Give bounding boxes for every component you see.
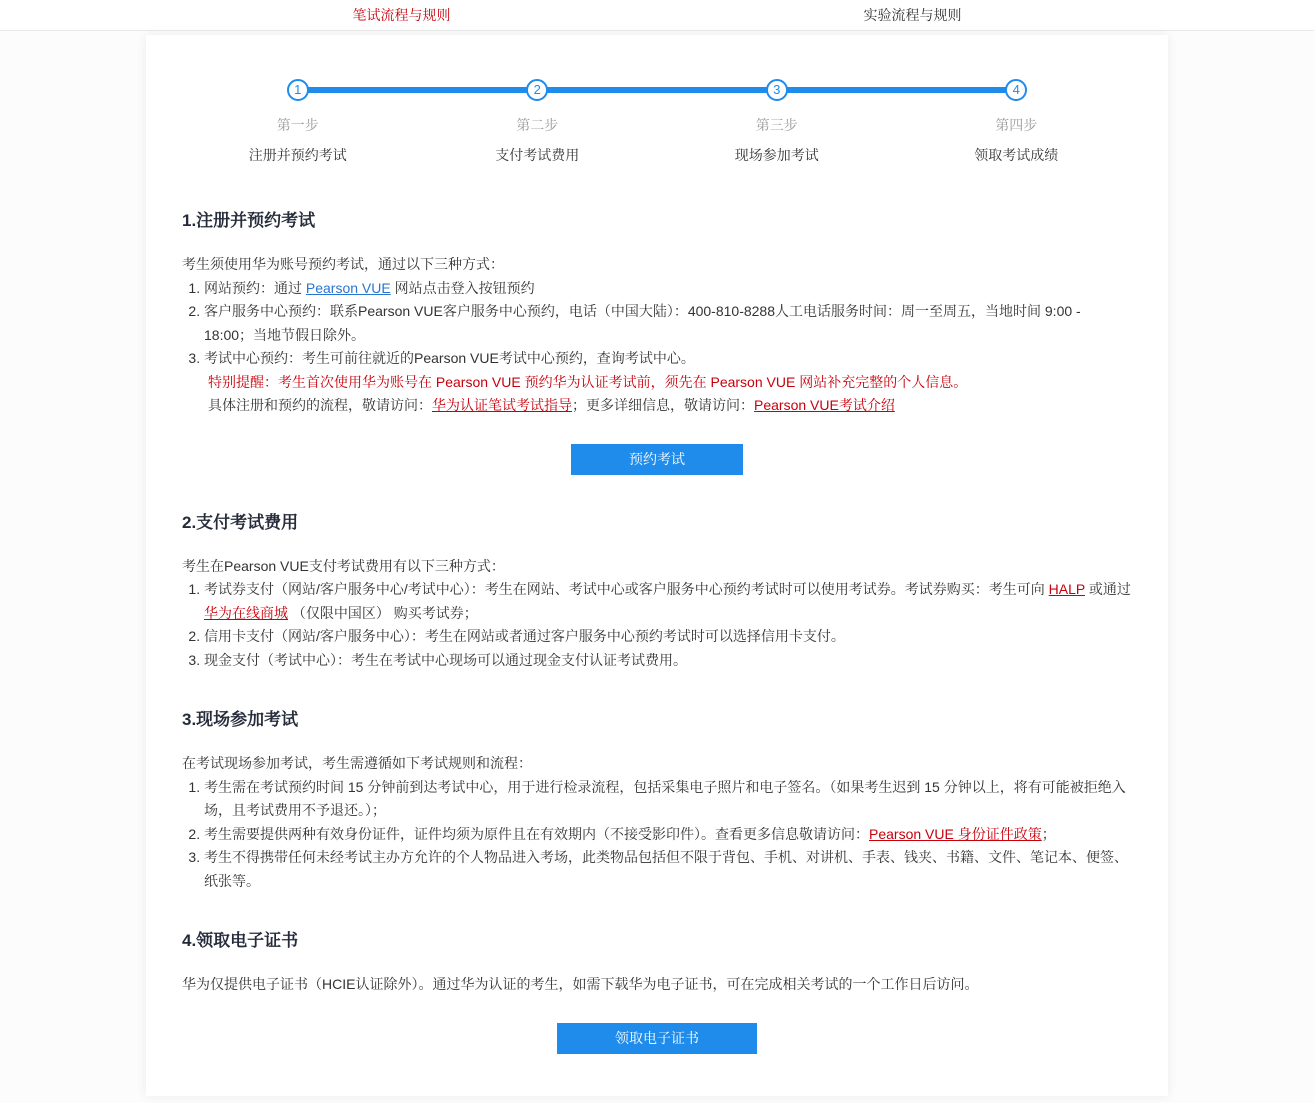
list-item: 3. 考生不得携带任何未经考试主办方允许的个人物品进入考场，此类物品包括但不限于背包、手机、对讲机、手表、钱夹、书籍、文件、笔记本、便签、纸张等。 (204, 846, 1132, 893)
step-3-circle: 3 (766, 79, 788, 101)
step-1-name-col (178, 135, 418, 165)
step-4-label-col (897, 101, 1137, 135)
step-2-label: 第二步 (516, 117, 559, 133)
section-register-and-book (146, 209, 1168, 475)
id-policy-link[interactable]: Pearson VUE 身份证件政策 (869, 825, 1042, 842)
book-exam-button-wrap (182, 444, 1132, 475)
book-exam-button[interactable]: 预约考试 (571, 444, 743, 475)
step-4-circle: 4 (1005, 79, 1027, 101)
step-4 (897, 79, 1137, 101)
item-text: 或通过 (1085, 581, 1131, 597)
stepper-circle-row (146, 79, 1168, 101)
guide-text: 具体注册和预约的流程，敬请访问： (208, 397, 432, 413)
section-3-intro: 在考试现场参加考试，考生需遵循如下考试规则和流程： (182, 755, 532, 771)
section-1-list (182, 277, 1132, 371)
guide-text: ；更多详细信息，敬请访问： (572, 397, 754, 413)
list-item: 2. 客户服务中心预约：联系Pearson VUE客户服务中心预约，电话（中国大陆）：400-810-8288人工电话服务时间：周一至周五，当地时间 9:00 - 18:00；当地节假日除外。 (204, 300, 1132, 347)
item-text: 网站点击登入按钮预约 (390, 279, 535, 296)
section-3-list (182, 776, 1132, 894)
list-item (204, 823, 1132, 847)
list-item: 3. 考试中心预约：考生可前往就近的Pearson VUE考试中心预约，查询考试中心。 (204, 347, 1132, 371)
written-exam-guide-link[interactable]: 华为认证笔试考试指导 (432, 397, 572, 413)
pearson-vue-link[interactable]: Pearson VUE (305, 279, 391, 296)
section-4-heading: 4.领取电子证书 (182, 931, 299, 950)
step-3 (657, 79, 897, 101)
tab-lab-exam-process[interactable]: 实验流程与规则 (863, 7, 962, 23)
step-2-name-col (418, 135, 658, 165)
step-4-name: 领取考试成绩 (974, 147, 1059, 163)
step-2 (418, 79, 658, 101)
step-4-label: 第四步 (995, 117, 1038, 133)
step-1-name: 注册并预约考试 (248, 147, 347, 163)
tab-written-exam-process[interactable]: 笔试流程与规则 (352, 7, 451, 23)
guide-links-line (208, 394, 1132, 418)
step-1-label: 第一步 (276, 117, 319, 133)
list-item: 1. 考生需在考试预约时间 15 分钟前到达考试中心，用于进行检录流程，包括采集电子照片和电子签名。（如果考生迟到 15 分钟以上，将有可能被拒绝入场，且考试费用不予退还。）； (204, 776, 1132, 823)
section-2-intro: 考生在Pearson VUE支付考试费用有以下三种方式： (182, 557, 505, 574)
list-item: 3. 现金支付（考试中心）：考生在考试中心现场可以通过现金支付认证考试费用。 (204, 649, 1132, 673)
section-4-intro: 华为仅提供电子证书（HCIE认证除外）。通过华为认证的考生，如需下载华为电子证书，可在完成相关考试的一个工作日后访问。 (182, 976, 979, 992)
step-2-circle: 2 (526, 79, 548, 101)
item-text: ； (1041, 825, 1056, 842)
step-3-name: 现场参加考试 (734, 147, 819, 163)
section-onsite-exam (146, 708, 1168, 893)
item-text: 考生需要提供两种有效身份证件，证件均须为原件且在有效期内（不接受影印件）。查看更多信息敬请访问： (204, 825, 869, 842)
step-1 (178, 79, 418, 101)
step-1-circle: 1 (287, 79, 309, 101)
huawei-online-store-link[interactable]: 华为在线商城 (204, 604, 288, 621)
section-3-heading: 3.现场参加考试 (182, 710, 299, 729)
section-1-heading: 1.注册并预约考试 (182, 211, 316, 230)
get-certificate-button[interactable]: 领取电子证书 (557, 1023, 757, 1054)
list-item: 2. 信用卡支付（网站/客户服务中心）：考生在网站或者通过客户服务中心预约考试时可以选择信用卡支付。 (204, 625, 1132, 649)
halp-link[interactable]: HALP (1048, 581, 1085, 597)
step-2-name: 支付考试费用 (495, 147, 580, 163)
header-tab-container (146, 0, 1168, 30)
step-3-label: 第三步 (755, 117, 798, 133)
item-text: 网站预约：通过 (204, 279, 306, 296)
stepper-label-row (146, 101, 1168, 135)
header-tab-bar (0, 0, 1314, 31)
step-3-name-col (657, 135, 897, 165)
step-1-label-col (178, 101, 418, 135)
section-1-intro: 考生须使用华为账号预约考试，通过以下三种方式： (182, 256, 504, 272)
section-pay-exam-fee (146, 511, 1168, 673)
item-text: （仅限中国区） 购买考试券； (288, 604, 478, 621)
list-item (204, 277, 1132, 301)
special-reminder-text: 特别提醒：考生首次使用华为账号在 Pearson VUE 预约华为认证考试前，须先在 Pearson VUE 网站补充完整的个人信息。 (208, 373, 968, 390)
exam-steps-progress (146, 79, 1168, 165)
pearson-vue-intro-link[interactable]: Pearson VUE考试介绍 (754, 397, 895, 413)
content-card (146, 35, 1168, 1096)
section-get-certificate (146, 929, 1168, 1054)
step-3-label-col (657, 101, 897, 135)
item-text: 考试券支付（网站/客户服务中心/考试中心）：考生在网站、考试中心或客户服务中心预约考试时可以使用考试券。考试券购买：考生可向 (204, 581, 1049, 597)
get-certificate-button-wrap (182, 1023, 1132, 1054)
stepper-name-row (146, 135, 1168, 165)
list-item (204, 578, 1132, 625)
section-2-heading: 2.支付考试费用 (182, 512, 299, 532)
step-4-name-col (897, 135, 1137, 165)
step-2-label-col (418, 101, 658, 135)
section-2-list (182, 578, 1132, 672)
